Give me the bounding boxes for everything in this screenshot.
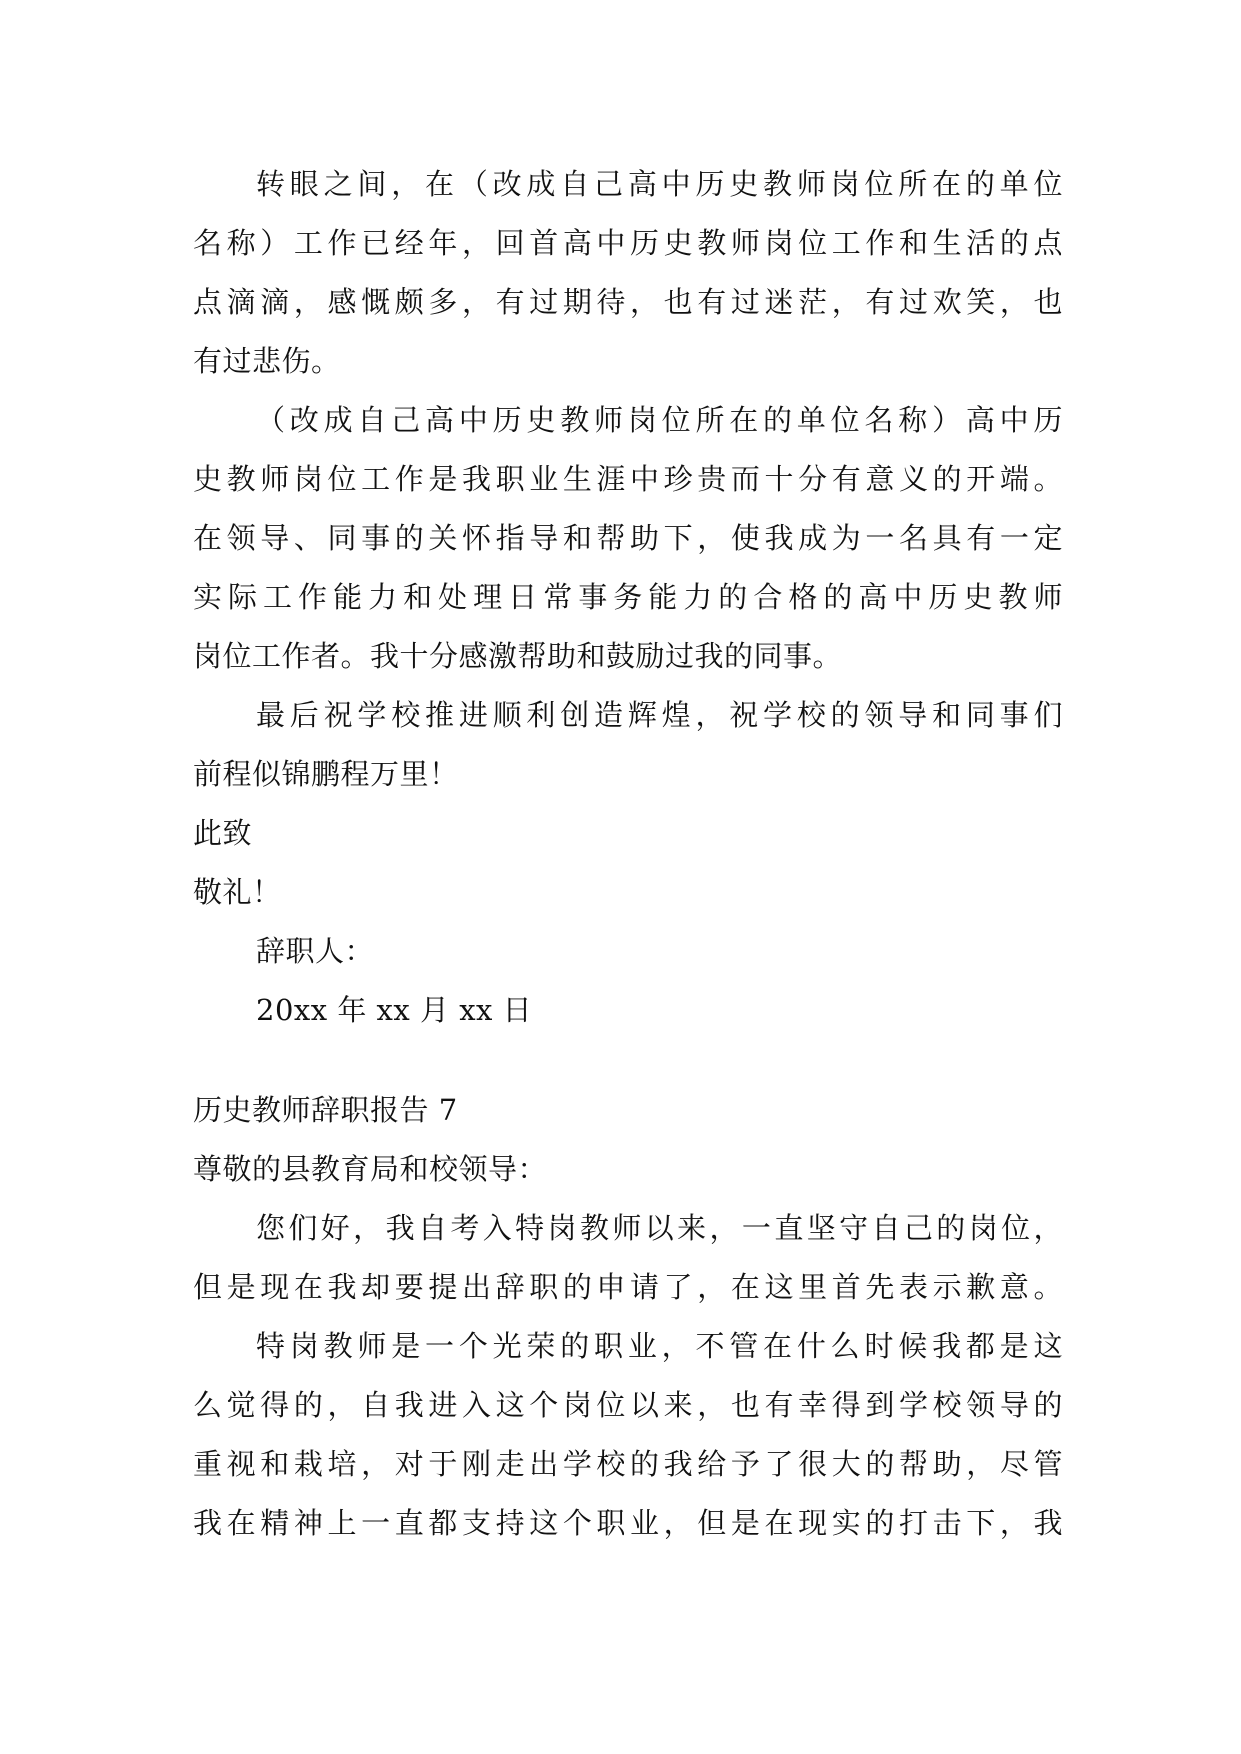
paragraph-line: 点滴滴，感慨颇多，有过期待，也有过迷茫，有过欢笑，也 (193, 285, 1063, 319)
paragraph-line: 您们好，我自考入特岗教师以来，一直坚守自己的岗位， (256, 1211, 1063, 1245)
paragraph-line: 前程似锦鹏程万里！ (193, 757, 459, 791)
paragraph-line: 么觉得的，自我进入这个岗位以来，也有幸得到学校领导的 (193, 1388, 1063, 1422)
paragraph-line: 特岗教师是一个光荣的职业，不管在什么时候我都是这 (256, 1329, 1063, 1363)
paragraph-line: 重视和栽培，对于刚走出学校的我给予了很大的帮助，尽管 (193, 1447, 1063, 1481)
paragraph-line: 转眼之间，在（改成自己高中历史教师岗位所在的单位 (256, 167, 1063, 201)
paragraph-line: （改成自己高中历史教师岗位所在的单位名称）高中历 (256, 403, 1063, 437)
paragraph-line: 实际工作能力和处理日常事务能力的合格的高中历史教师 (193, 580, 1063, 614)
paragraph-line: 有过悲伤。 (193, 344, 341, 378)
paragraph-line: 史教师岗位工作是我职业生涯中珍贵而十分有意义的开端。 (193, 462, 1063, 496)
paragraph-line: 名称）工作已经年，回首高中历史教师岗位工作和生活的点 (193, 226, 1063, 260)
section-title: 历史教师辞职报告 7 (193, 1093, 458, 1127)
paragraph-line: 我在精神上一直都支持这个职业，但是在现实的打击下，我 (193, 1506, 1063, 1540)
paragraph-line: 在领导、同事的关怀指导和帮助下，使我成为一名具有一定 (193, 521, 1063, 555)
paragraph-line: 岗位工作者。我十分感激帮助和鼓励过我的同事。 (193, 639, 843, 673)
salutation: 尊敬的县教育局和校领导： (193, 1152, 548, 1186)
closing-line: 敬礼！ (193, 875, 282, 909)
paragraph-line: 最后祝学校推进顺利创造辉煌，祝学校的领导和同事们 (256, 698, 1063, 732)
closing-line: 此致 (193, 816, 253, 850)
signature-label: 辞职人： (256, 934, 375, 968)
paragraph-line: 但是现在我却要提出辞职的申请了，在这里首先表示歉意。 (193, 1270, 1063, 1304)
date-line: 20xx 年 xx 月 xx 日 (256, 993, 533, 1027)
